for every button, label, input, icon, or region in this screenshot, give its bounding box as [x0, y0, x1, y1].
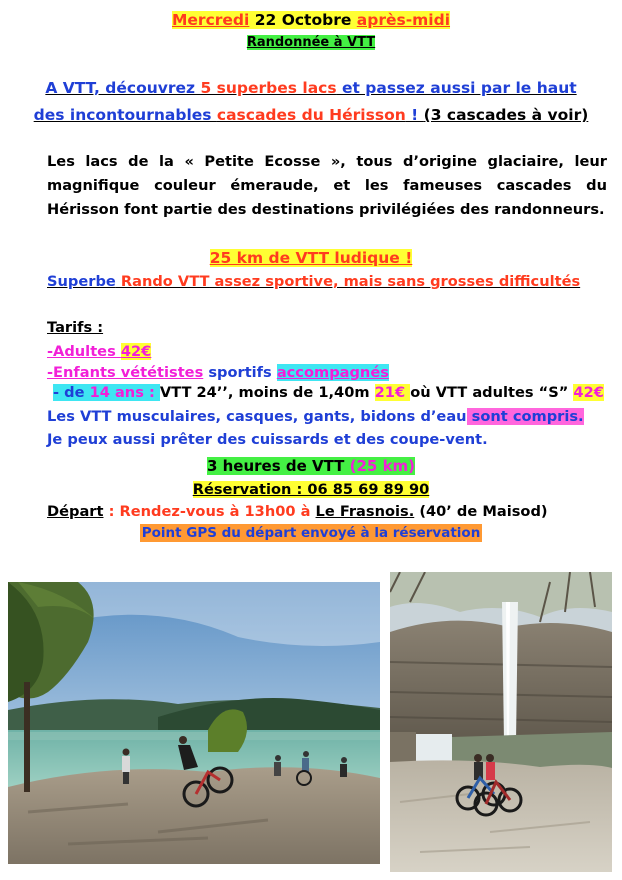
tarif-enfants-age: [53, 384, 604, 401]
gps-info: [0, 525, 622, 541]
rando-detail: assez sportive, mais sans grosses difficultés: [209, 273, 581, 290]
page-title: [0, 11, 622, 29]
intro-highlight: 5 superbes lacs: [200, 79, 337, 97]
description-line: magnifique couleur émeraude, et les fameuses cascades du: [47, 177, 607, 194]
enfants-label: -Enfants vététistes: [47, 364, 204, 381]
rando-description: [47, 273, 580, 290]
tarif-adultes: [47, 343, 151, 360]
lake-photo: [8, 582, 380, 864]
description-line: Hérisson font partie des destinations privilégiées des randonneurs.: [47, 201, 605, 218]
adultes-price: 42€: [120, 343, 152, 360]
rando-superbe: Superbe: [47, 273, 116, 290]
intro-line-1: [0, 79, 622, 97]
included-compris: sont compris.: [466, 408, 584, 425]
description-paragraph: [47, 150, 607, 222]
description-line: Les lacs de la « Petite Ecosse », tous d’origine glaciaire, leur: [47, 153, 607, 170]
reservation: [0, 481, 622, 498]
reservation-phone: Réservation : 06 85 69 89 90: [192, 481, 430, 498]
intro-text: !: [405, 106, 424, 124]
waterfall-photo: [390, 572, 612, 872]
depart-time: : Rendez-vous à 13h00 à: [103, 503, 316, 520]
age-vtt24: VTT 24’’, moins de 1,40m: [159, 384, 375, 401]
intro-text: et passez aussi par le haut: [336, 79, 577, 97]
intro-highlight: cascades du Hérisson: [216, 106, 406, 124]
rando-vtt: Rando VTT: [115, 273, 210, 290]
age-price-42: 42€: [573, 384, 604, 401]
distance-headline: [0, 249, 622, 267]
distance-text: 25 km de VTT ludique !: [209, 249, 413, 267]
title-date: 22 Octobre: [249, 11, 357, 29]
depart-label: Départ: [47, 503, 104, 520]
intro-text: A VTT, découvrez: [45, 79, 201, 97]
adultes-label: -Adultes: [47, 343, 121, 360]
enfants-sportifs: sportifs: [203, 364, 277, 381]
enfants-accompagnes: accompagnés: [276, 364, 389, 381]
depart-place: Le Frasnois.: [315, 503, 415, 520]
intro-text: des incontournables: [33, 106, 217, 124]
intro-count: (3 cascades à voir): [423, 106, 589, 124]
age-price-21: 21€: [374, 384, 411, 401]
duration-km: (25 km): [344, 457, 416, 475]
tarif-enfants: [47, 364, 389, 381]
page-subtitle: [0, 35, 622, 50]
departure: [47, 503, 548, 520]
age-moins: - de: [53, 384, 85, 401]
tarifs-title: Tarifs :: [47, 319, 104, 336]
gps-text: Point GPS du départ envoyé à la réservation: [141, 525, 481, 541]
intro-line-2: [0, 106, 622, 124]
duration-hours: 3 heures de VTT: [206, 457, 345, 475]
age-14: 14 ans :: [84, 384, 160, 401]
included-items: Les VTT musculaires, casques, gants, bidons d’eau: [47, 408, 467, 425]
depart-distance: (40’ de Maisod): [414, 503, 548, 520]
tarif-included: [47, 408, 584, 425]
subtitle-text: Randonnée à VTT: [246, 35, 376, 50]
tarif-extra: Je peux aussi prêter des cuissards et des coupe-vent.: [47, 431, 488, 448]
title-time: après-midi: [356, 11, 451, 29]
title-day: Mercredi: [171, 11, 250, 29]
duration: [0, 457, 622, 475]
age-vtt-adultes: où VTT adultes “S”: [410, 384, 574, 401]
